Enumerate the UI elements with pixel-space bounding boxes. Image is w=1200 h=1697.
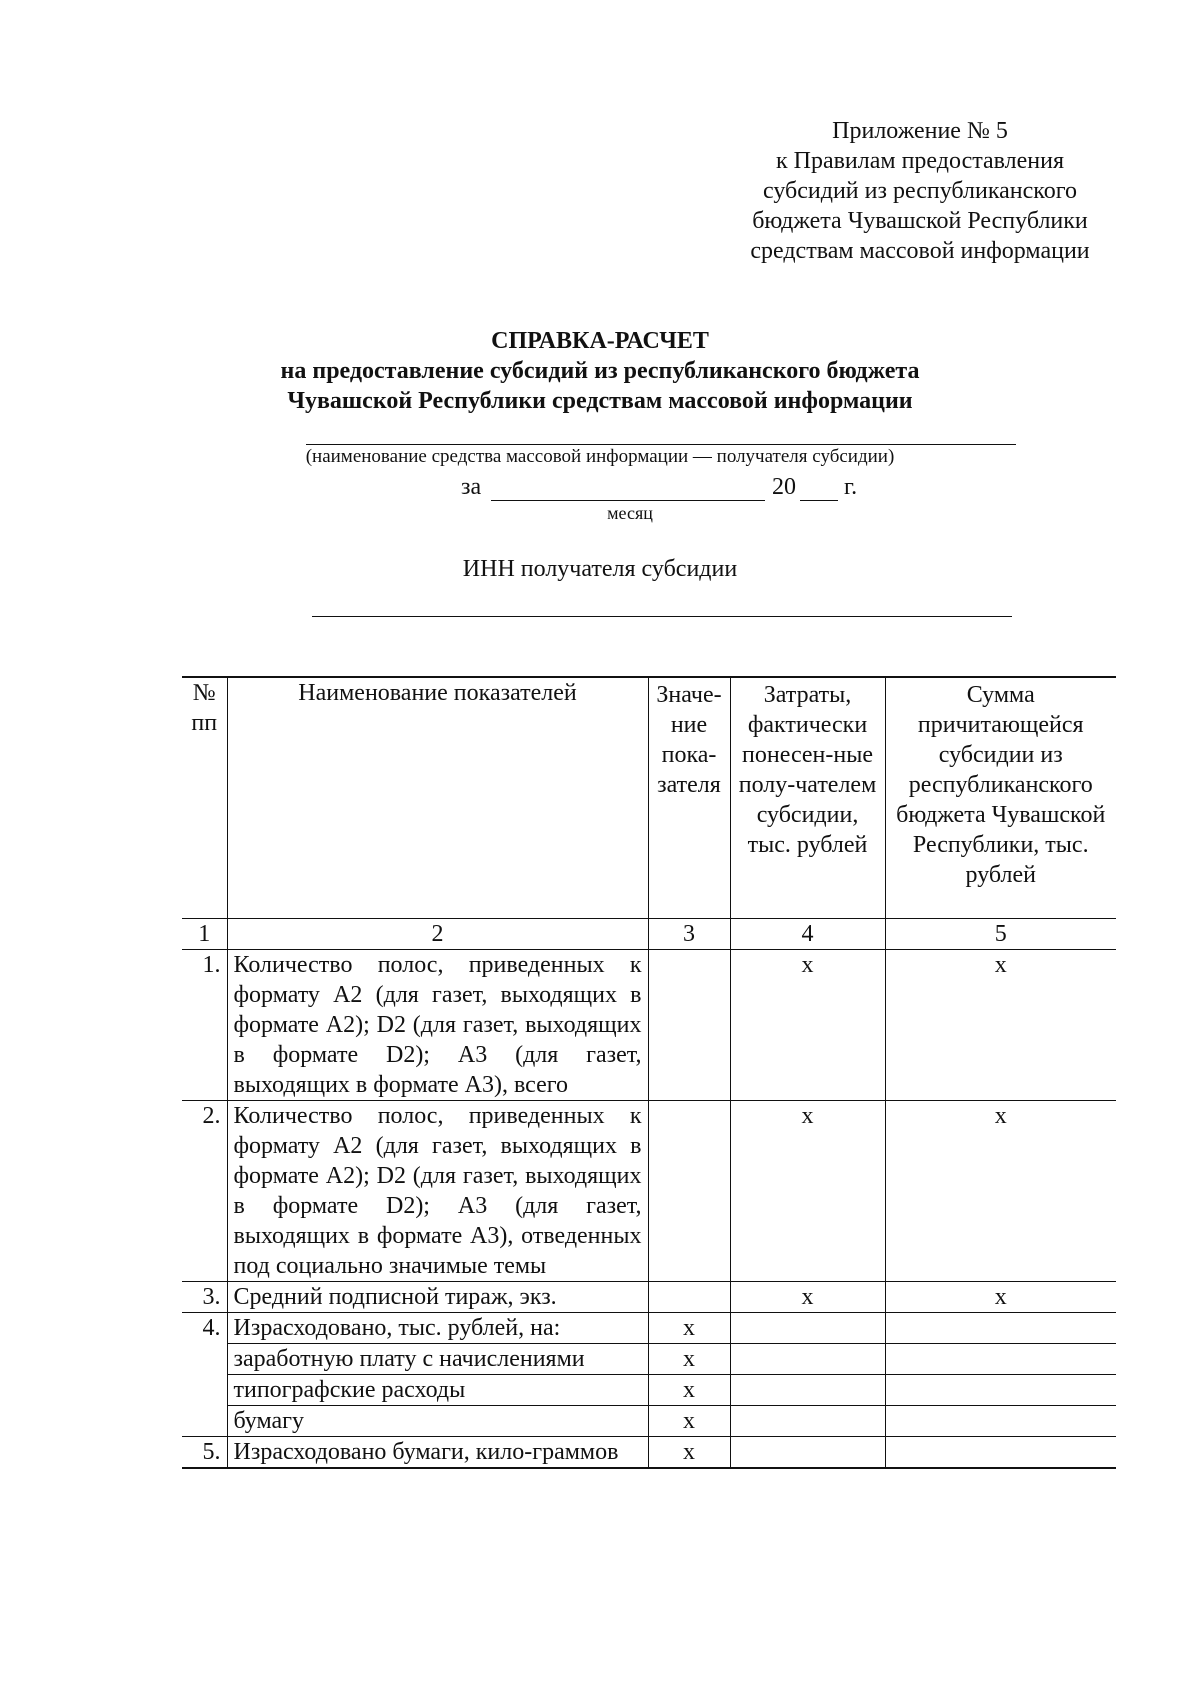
row-name: Средний подписной тираж, экз.: [227, 1282, 648, 1313]
row-value-cell[interactable]: х: [648, 1406, 730, 1437]
column-number: 2: [227, 919, 648, 950]
document-subtitle-line-2: Чувашской Республики средствам массовой информации: [287, 388, 913, 414]
column-number: 1: [182, 919, 227, 950]
row-name: заработную плату с начислениями: [227, 1344, 648, 1375]
table-row: [182, 950, 1116, 1101]
recipient-caption: (наименование средства массовой информации — получателя субсидии): [305, 446, 895, 467]
column-number: 4: [730, 919, 885, 950]
header-no: № пп: [182, 677, 227, 919]
table-row: [182, 1101, 1116, 1282]
table-row: [182, 1375, 1116, 1406]
row-subsidy-cell[interactable]: х: [885, 1282, 1116, 1313]
row-costs-cell[interactable]: х: [730, 1101, 885, 1282]
row-value-cell[interactable]: [648, 950, 730, 1101]
table-row: [182, 1282, 1116, 1313]
row-value-cell[interactable]: х: [648, 1375, 730, 1406]
row-value-cell[interactable]: [648, 1282, 730, 1313]
row-costs-cell[interactable]: х: [730, 950, 885, 1101]
year-suffix: г.: [844, 474, 858, 500]
row-number: 2.: [182, 1101, 227, 1282]
row-number: 3.: [182, 1282, 227, 1313]
table-row: [182, 1344, 1116, 1375]
header-name: Наименование показателей: [227, 677, 648, 919]
row-subsidy-cell[interactable]: х: [885, 1101, 1116, 1282]
document-subtitle-line-1: на предоставление субсидий из республиканского бюджета: [280, 358, 920, 384]
row-costs-cell[interactable]: х: [730, 1282, 885, 1313]
recipient-name-field[interactable]: [306, 444, 1016, 445]
appendix-line: Приложение № 5: [832, 118, 1008, 144]
row-costs-cell[interactable]: [730, 1313, 885, 1344]
inn-label: ИНН получателя субсидии: [462, 556, 738, 582]
row-value-cell[interactable]: [648, 1101, 730, 1282]
period-prefix: за: [461, 474, 482, 500]
column-number: 5: [885, 919, 1116, 950]
row-value-cell[interactable]: х: [648, 1437, 730, 1469]
appendix-line: бюджета Чувашской Республики: [752, 208, 1088, 234]
year-prefix: 20: [772, 474, 796, 500]
row-subsidy-cell[interactable]: [885, 1406, 1116, 1437]
table-row: [182, 1406, 1116, 1437]
row-subsidy-cell[interactable]: [885, 1437, 1116, 1469]
row-number: 5.: [182, 1437, 227, 1469]
table-header-row: [182, 677, 1116, 919]
month-caption: месяц: [607, 503, 653, 523]
row-name: Количество полос, приведенных к формату А2 (для газет, выходящих в формате А2); D2 (для газет, выходящих в формате D2); А3 (для газет, выходящих в формате А3), всего: [227, 950, 648, 1101]
row-costs-cell[interactable]: [730, 1406, 885, 1437]
appendix-line: субсидий из республиканского: [763, 178, 1077, 204]
row-costs-cell[interactable]: [730, 1437, 885, 1469]
table-row: [182, 1437, 1116, 1469]
row-subsidy-cell[interactable]: [885, 1344, 1116, 1375]
document-title: СПРАВКА-РАСЧЕТ: [491, 328, 709, 354]
column-number-row: [182, 919, 1116, 950]
row-name: Израсходовано, тыс. рублей, на:: [227, 1313, 648, 1344]
row-number: 4.: [182, 1313, 227, 1437]
row-subsidy-cell[interactable]: [885, 1313, 1116, 1344]
header-subsidy: Сумма причитающейся субсидии из республиканского бюджета Чувашской Республики, тыс. рублей: [885, 677, 1116, 919]
row-number: 1.: [182, 950, 227, 1101]
inn-field[interactable]: [312, 616, 1012, 617]
row-name: бумагу: [227, 1406, 648, 1437]
row-name: Количество полос, приведенных к формату А2 (для газет, выходящих в формате А2); D2 (для газет, выходящих в формате D2); А3 (для газет, выходящих в формате А3), отведенных под социально значимые темы: [227, 1101, 648, 1282]
row-value-cell[interactable]: х: [648, 1313, 730, 1344]
subsidy-table: [182, 676, 1116, 1469]
row-subsidy-cell[interactable]: х: [885, 950, 1116, 1101]
appendix-line: средствам массовой информации: [750, 238, 1090, 264]
row-name: Израсходовано бумаги, кило-граммов: [227, 1437, 648, 1469]
appendix-line: к Правилам предоставления: [775, 148, 1065, 174]
row-costs-cell[interactable]: [730, 1344, 885, 1375]
year-field[interactable]: [800, 500, 838, 501]
column-number: 3: [648, 919, 730, 950]
appendix-note: [690, 116, 1150, 266]
row-name: типографские расходы: [227, 1375, 648, 1406]
header-costs: Затраты, фактически понесен-ные полу-чателем субсидии, тыс. рублей: [730, 677, 885, 919]
row-value-cell[interactable]: х: [648, 1344, 730, 1375]
month-field[interactable]: [491, 500, 765, 501]
row-subsidy-cell[interactable]: [885, 1375, 1116, 1406]
row-costs-cell[interactable]: [730, 1375, 885, 1406]
header-value: Значе-ние пока-зателя: [648, 677, 730, 919]
table-row: [182, 1313, 1116, 1344]
